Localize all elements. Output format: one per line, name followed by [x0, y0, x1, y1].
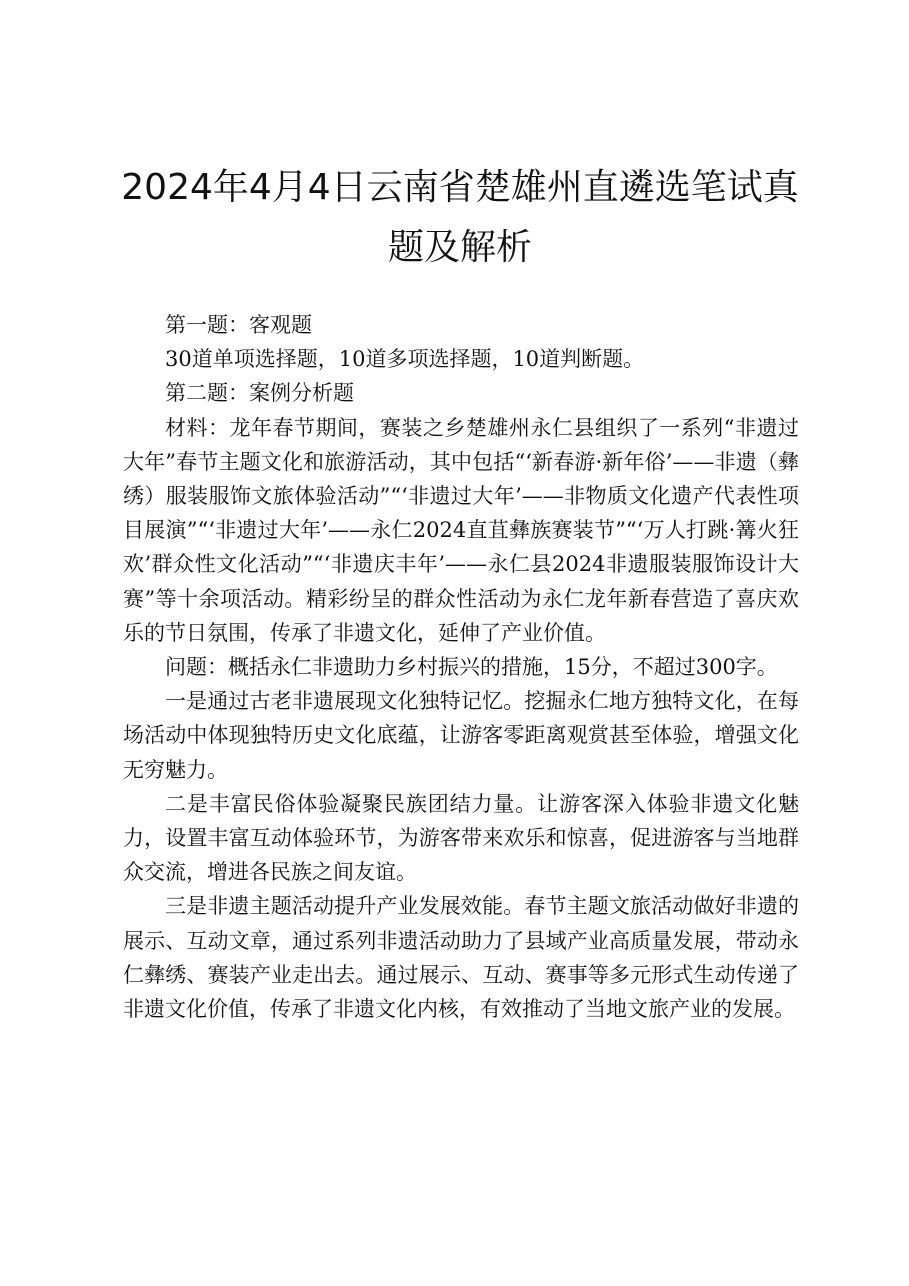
section-heading-objective: 第一题：客观题: [165, 313, 312, 337]
objective-description: 30道单项选择题，10道多项选择题，10道判断题。: [165, 347, 645, 372]
answer-point-2: 二是丰富民俗体验凝聚民族团结力量。让游客深入体验非遗文化魅力，设置丰富互动体验环节，为游客带来欢乐和惊喜，促进游客与当地群众交流，增进各民族之间友谊。: [123, 791, 799, 885]
answer-point-1: 一是通过古老非遗展现文化独特记忆。挖掘永仁地方独特文化，在每场活动中体现独特历史文化底蕴，让游客零距离观赏甚至体验，增强文化无穷魅力。: [123, 689, 799, 782]
document-title: 2024年4月4日云南省楚雄州直遴选笔试真题及解析: [121, 167, 799, 268]
document-body: [123, 308, 799, 1026]
case-material-paragraph: 材料：龙年春节期间，赛装之乡楚雄州永仁县组织了一系列“非遗过大年”春节主题文化和旅游活动，其中包括“‘新春游·新年俗’——非遗（彝绣）服装服饰文旅体验活动”“‘非遗过大年’——非物质文化遗产代表性项目展演”“‘非遗过大年’——永仁2024直苴彝族赛装节”“‘万人打跳·篝火狂欢’群众性文化活动”“‘非遗庆丰年’——永仁县2024非遗服装服饰设计大赛”等十余项活动。精彩纷呈的群众性活动为永仁龙年新春营造了喜庆欢乐的节日氛围，传承了非遗文化，延伸了产业价值。: [123, 415, 799, 645]
question-paragraph: 问题：概括永仁非遗助力乡村振兴的措施，15分，不超过300字。: [165, 655, 778, 680]
answer-point-3: 三是非遗主题活动提升产业发展效能。春节主题文旅活动做好非遗的展示、互动文章，通过系列非遗活动助力了县域产业高质量发展，带动永仁彝绣、赛装产业走出去。通过展示、互动、赛事等多元形式生动传递了非遗文化价值，传承了非遗文化内核，有效推动了当地文旅产业的发展。: [123, 894, 799, 1022]
section-heading-case-analysis: 第二题：案例分析题: [165, 381, 354, 406]
